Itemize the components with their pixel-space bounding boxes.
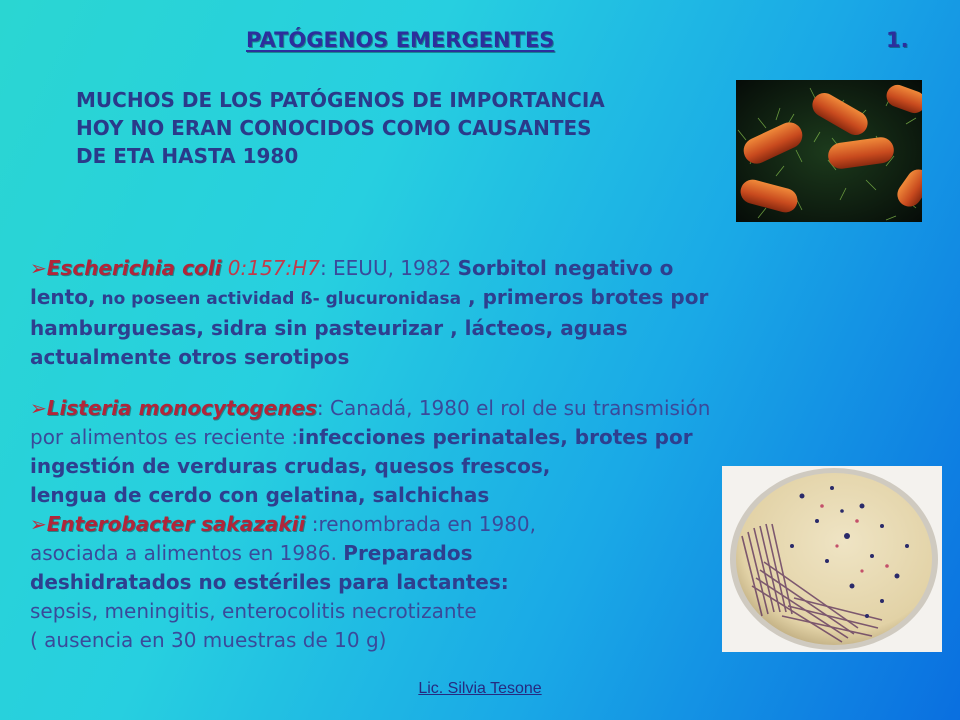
bacteria-micrograph-image: [736, 80, 922, 222]
bullet-arrow-icon: ➢: [30, 512, 47, 536]
enterobacter-text: deshidratados no estériles para lactantes:: [30, 570, 509, 594]
intro-text: [76, 86, 726, 170]
petri-dish-image: [722, 466, 942, 652]
enterobacter-name: Enterobacter sakazakii: [46, 512, 306, 536]
enterobacter-text: :renombrada en 1980,: [305, 512, 537, 536]
enterobacter-text: ( ausencia en 30 muestras de 10 g): [30, 628, 387, 652]
listeria-text: infecciones perinatales, brotes por: [298, 425, 693, 449]
ecoli-text: hamburguesas, sidra sin pasteurizar , lácteos, aguas: [30, 316, 628, 340]
ecoli-text: actualmente otros serotipos: [30, 345, 350, 369]
bullet-arrow-icon: ➢: [30, 256, 47, 280]
listeria-text: por alimentos es reciente :: [30, 425, 299, 449]
bullet-arrow-icon: ➢: [30, 396, 47, 420]
slide-title: [246, 28, 926, 52]
ecoli-text: no poseen actividad ß- glucuronidasa: [95, 289, 462, 309]
ecoli-text: , primeros brotes por: [461, 285, 709, 309]
slide-title-text: PATÓGENOS EMERGENTES: [246, 28, 555, 52]
listeria-text: ingestión de verduras crudas, quesos frescos,: [30, 454, 551, 478]
bacteria-illustration: [736, 80, 922, 222]
slide-number: 1.: [886, 28, 909, 52]
intro-line: HOY NO ERAN CONOCIDOS COMO CAUSANTES: [76, 116, 592, 140]
intro-line: DE ETA HASTA 1980: [76, 144, 299, 168]
ecoli-origin: : EEUU, 1982: [319, 256, 458, 280]
listeria-text: : Canadá, 1980 el rol de su transmisión: [316, 396, 711, 420]
ecoli-name: Escherichia coli: [46, 256, 222, 280]
enterobacter-text: asociada a alimentos en 1986.: [30, 541, 344, 565]
ecoli-serotype: 0:157:H7: [221, 256, 320, 280]
listeria-text: lengua de cerdo con gelatina, salchichas: [30, 483, 490, 507]
enterobacter-text: sepsis, meningitis, enterocolitis necrotizante: [30, 599, 477, 623]
petri-dish-illustration: [722, 466, 942, 652]
ecoli-text: Sorbitol negativo o: [457, 256, 674, 280]
intro-line: MUCHOS DE LOS PATÓGENOS DE IMPORTANCIA: [76, 88, 605, 112]
enterobacter-text: Preparados: [343, 541, 473, 565]
slide-footer: Lic. Silvia Tesone: [418, 680, 542, 697]
ecoli-paragraph: [30, 254, 910, 372]
ecoli-text: lento,: [30, 285, 96, 309]
listeria-name: Listeria monocytogenes: [46, 396, 317, 420]
